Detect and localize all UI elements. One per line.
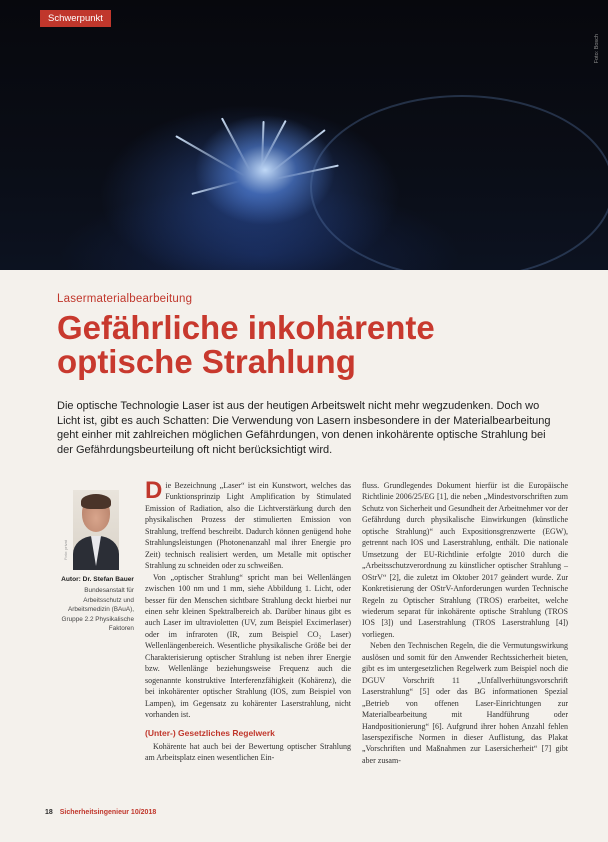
author-name: Autor: Dr. Stefan Bauer xyxy=(61,576,134,583)
article-lead: Die optische Technologie Laser ist aus der heutigen Arbeitswelt nicht mehr wegzudenken. Doch wo Licht ist, gibt es auch Schatten: Die Verwendung von Lasern insbesondere in der Materialbearbeitung geht einher mit zahlreichen möglichen Gefährdungen, von denen inkohärente optische Strahlung bei der Gefährdungsbeurteilung oft nicht berücksichtigt wird. xyxy=(57,400,551,456)
body-column-1 xyxy=(145,477,351,763)
section-badge: Schwerpunkt xyxy=(40,10,111,27)
helmet-rim-shape xyxy=(310,95,608,270)
section-subheading: (Unter-) Gesetzliches Regelwerk xyxy=(145,727,275,738)
title-line-1: Gefährliche inkohärente xyxy=(57,309,435,346)
article-title xyxy=(57,311,537,379)
hero-photo-credit: Foto: Bosch xyxy=(594,34,600,64)
spark-streak xyxy=(191,180,240,195)
body-paragraph: Kohärente hat auch bei der Bewertung optischer Strahlung am Arbeitsplatz einen wesentlichen Ein- xyxy=(145,741,351,762)
paragraph-text: ie Bezeichnung „Laser“ ist ein Kunstwort, welches das Funktionsprinzip Light Amplification by Stimulated Emission of Radiation, also die Lichtverstärkung durch den physikalischen Prozess der stimulierten Emission von Strahlung, treffend beschreibt. Dadurch können genügend hohe Strahlungsleistungen (Photonenanzahl mal ihrer Energie pro Zeit) technisch realisiert werden, um Metalle mit optischer Strahlung zu schneiden oder zu schweißen. xyxy=(145,481,351,571)
author-hair-shape xyxy=(81,494,111,509)
page-footer xyxy=(45,809,156,816)
title-line-2: optische Strahlung xyxy=(57,343,356,380)
body-paragraph xyxy=(145,477,351,572)
hero-welding-photo xyxy=(0,0,608,270)
body-paragraph: Von „optischer Strahlung“ spricht man bei Wellenlängen zwischen 100 nm und 1 mm, siehe Abbildung 1. Licht, oder besser für den Menschen sichtbare Strahlung deckt hierbei nur einen sehr kleinen Spektralbereich ab. Darüber hinaus gibt es auch Laser im ultravioletten (UV, zum Beispiel Excimerlaser) oder im infraroten (IR, zum Beispiel CO₂ Laser) Wellenlängenbereich. Wesentliche physikalische Größe bei der Charakterisierung optischer Strahlung ist neben ihrer Energie bzw. Wellenlänge beziehungsweise Frequenz auch die sogenannte konstruktive Interferenzfähigkeit (Kohärenz), die bei inkohärenter optischer Strahlung (IOS, zum Beispiel von Lampen), im Gegensatz zu kohärenter Laserstrahlung, nicht vorhanden ist. xyxy=(145,572,351,720)
body-column-2 xyxy=(362,480,568,766)
body-paragraph: Neben den Technischen Regeln, die die Vermutungswirkung auslösen und somit für den Anwender Rechtssicherheit bieten, gibt es im untergesetzlichen Regelwerk zum Beispiel noch die DGUV Vorschrift 11 „Unfallverhütungsvorschrift Laserstrahlung“ [5] oder das BG informationen Spezial „Betrieb von offenen Laser-Einrichtungen zur Materialbearbeitung mit Handführung oder Handpositionierung“ [6]. Aufgrund ihrer hohen Anzahl fehlen laserspezifische Normen in dieser Auflistung, das Plakat „Vorschriften und Maßnahmen zur Lasersicherheit“ [7] gibt aber zusam- xyxy=(362,641,568,765)
drop-cap: D xyxy=(145,477,163,504)
author-affiliation: Bundesanstalt für Arbeitsschutz und Arbeitsmedizin (BAuA), Gruppe 2.2 Physikalische Faktoren xyxy=(61,587,134,633)
page-number: 18 xyxy=(45,809,53,816)
author-photo-credit: Foto: privat xyxy=(63,540,68,561)
body-paragraph: fluss. Grundlegendes Dokument hierfür ist die Europäische Richtlinie 2006/25/EG [1], die neben „Mindestvorschriften zum Schutz von Sicherheit und Gesundheit der Arbeitnehmer vor der Gefährdung durch physikalische Einwirkungen (künstliche optische Strahlung)“ auch Expositionsgrenzwerte (EGW), getrennt nach IOS und Laserstrahlung, enthält. Die nationale Umsetzung der EU-Richtlinie erfolgte 2010 durch die „Arbeitsschutzverordnung zu künstlicher optischer Strahlung – OStrV“ [2], die zuletzt im Oktober 2017 geändert wurde. Zur Konkretisierung der OStrV-Anforderungen wurden Technische Regeln zu Optischer Strahlung (TROS) erarbeitet, welche wiederum separat für inkohärente optische Strahlung (TROS IOS [3]) und Laserstrahlung (TROS Laserstrahlung [4]) vorliegen. xyxy=(362,481,568,639)
article-kicker: Lasermaterialbearbeitung xyxy=(57,293,193,305)
author-photo xyxy=(73,490,119,570)
magazine-name: Sicherheitsingenieur 10/2018 xyxy=(59,809,157,816)
